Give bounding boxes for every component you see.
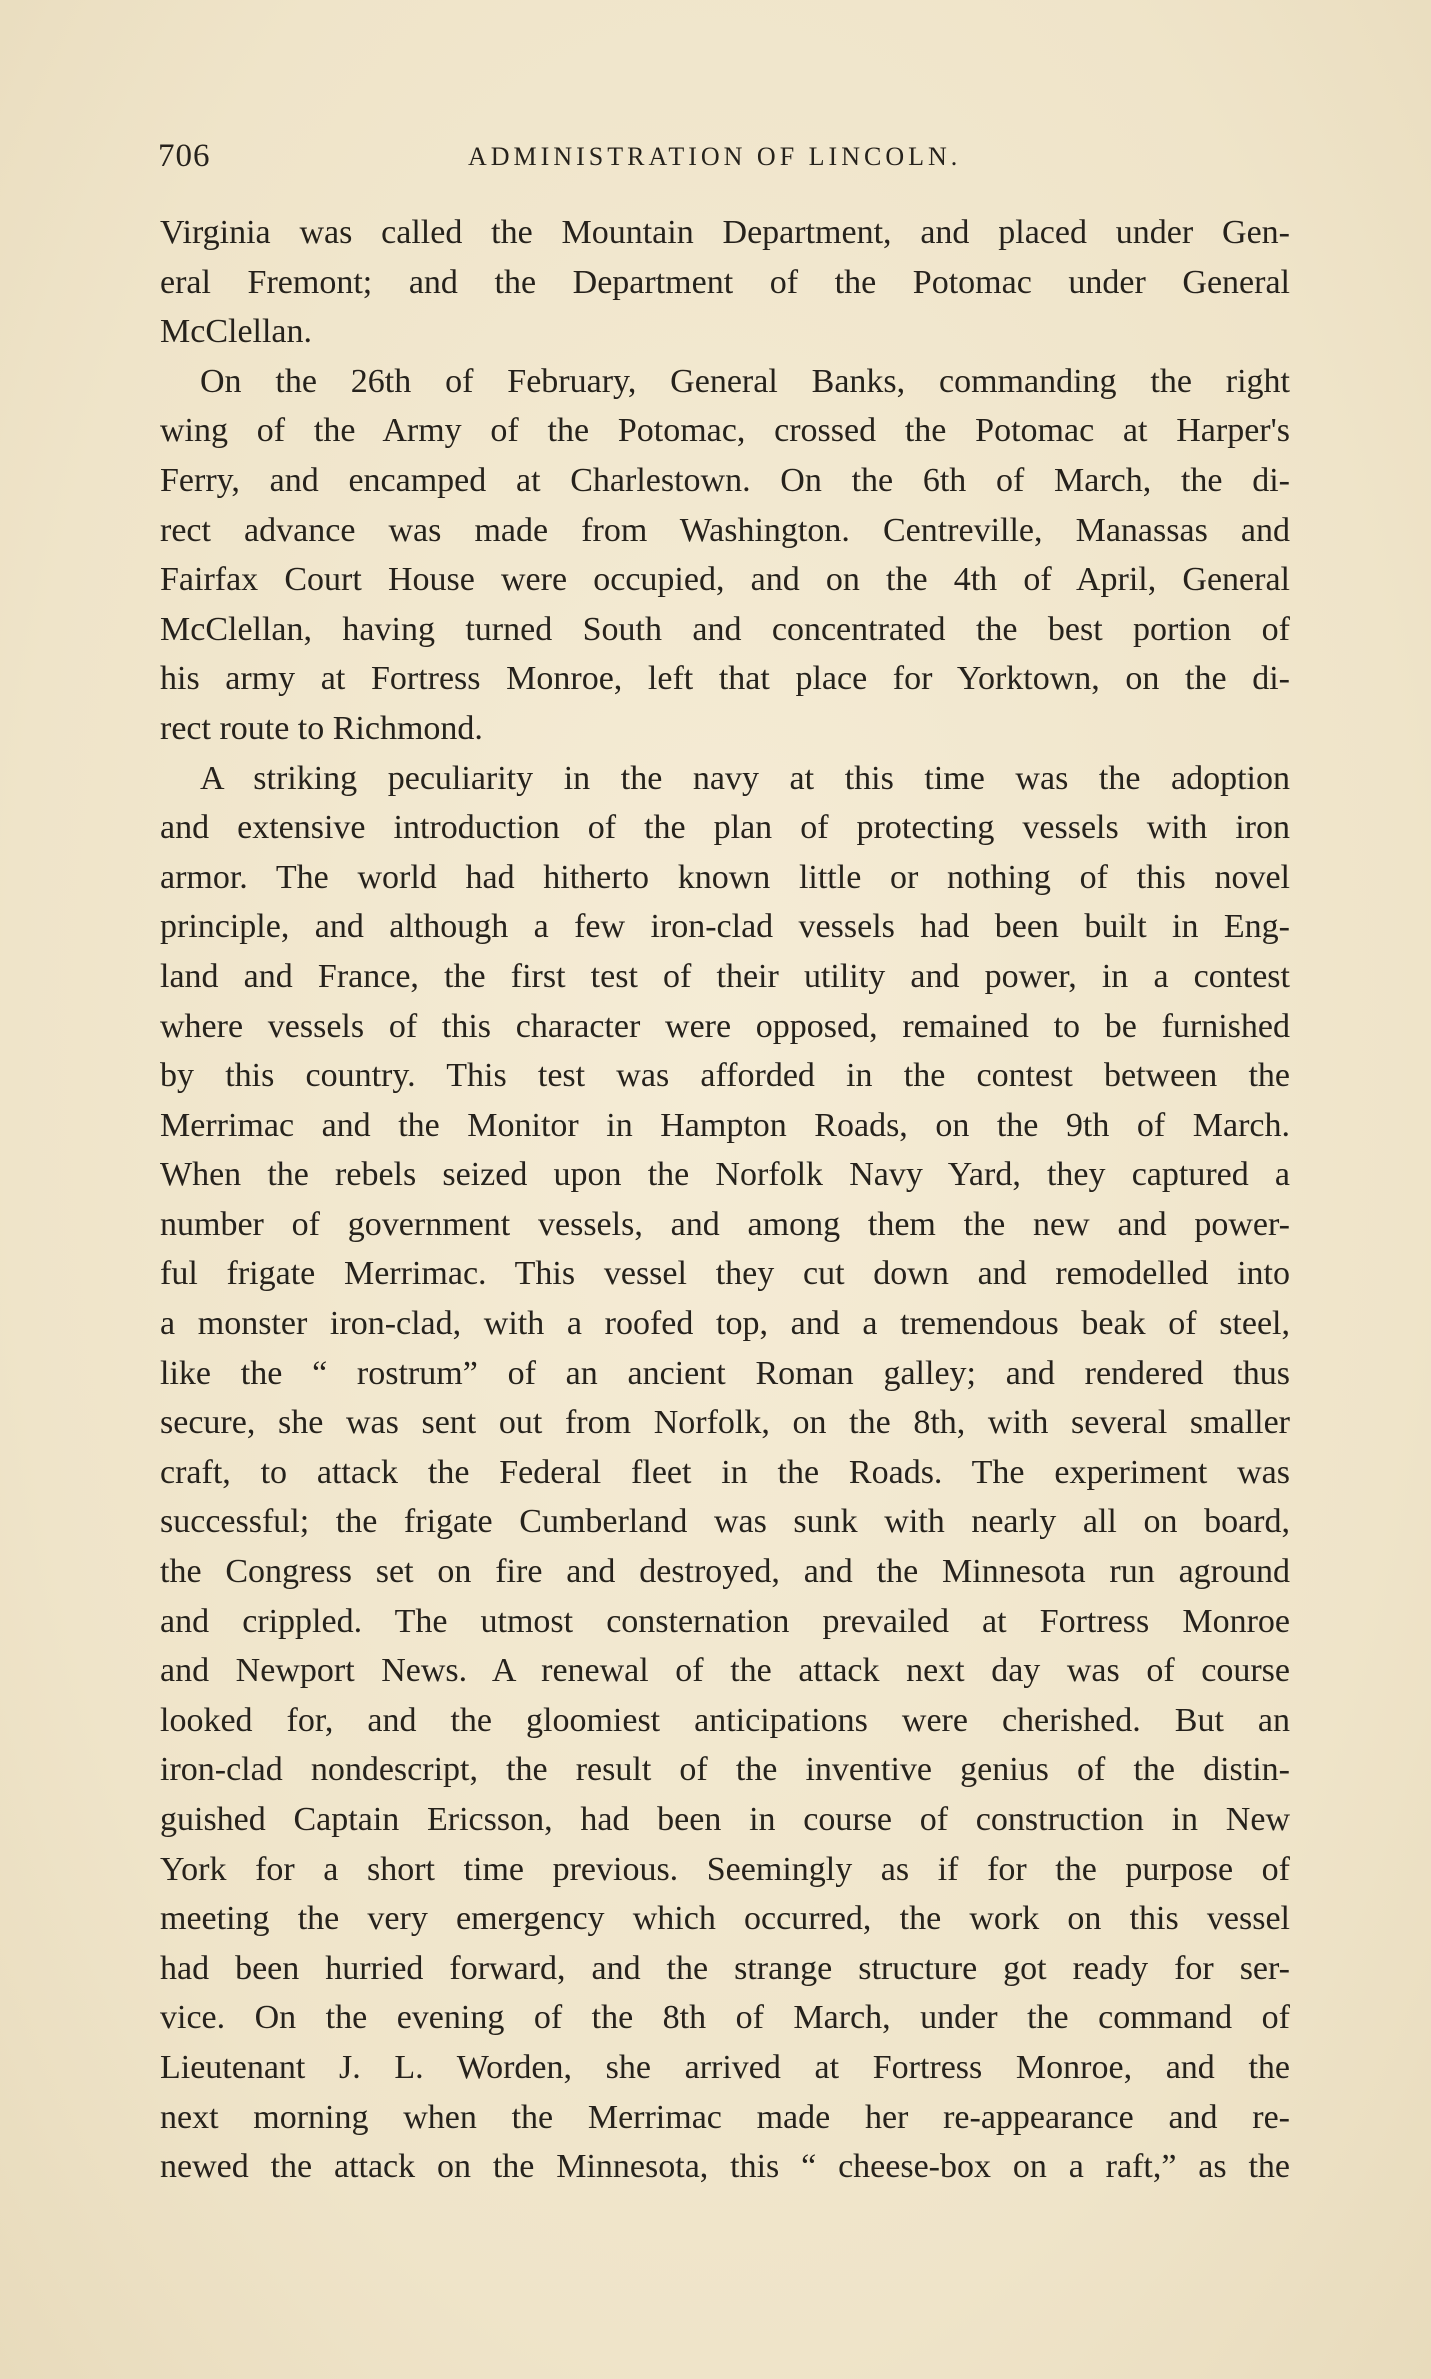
text-line: vice. On the evening of the 8th of March, under the command of: [160, 1999, 1290, 2037]
text-line: meeting the very emergency which occurred, the work on this vessel: [160, 1900, 1290, 1938]
text-line: A striking peculiarity in the navy at this time was the adoption: [200, 759, 1290, 797]
text-line: and crippled. The utmost consternation prevailed at Fortress Monroe: [160, 1602, 1290, 1640]
text-line: armor. The world had hitherto known little or nothing of this novel: [160, 858, 1290, 896]
text-line: land and France, the first test of their utility and power, in a contest: [160, 957, 1290, 995]
text-line: eral Fremont; and the Department of the Potomac under General: [160, 263, 1290, 301]
text-line: like the “ rostrum” of an ancient Roman galley; and rendered thus: [160, 1354, 1290, 1392]
text-line: principle, and although a few iron-clad vessels had been built in Eng-: [160, 908, 1290, 946]
text-line: guished Captain Ericsson, had been in course of construction in New: [160, 1801, 1290, 1838]
text-line: Merrimac and the Monitor in Hampton Roads, on the 9th of March.: [160, 1106, 1290, 1144]
text-line: ful frigate Merrimac. This vessel they cut down and remodelled into: [160, 1255, 1290, 1293]
text-line: When the rebels seized upon the Norfolk Navy Yard, they captured a: [160, 1156, 1290, 1194]
text-line: by this country. This test was afforded in the contest between the: [160, 1057, 1290, 1095]
text-line: newed the attack on the Minnesota, this “ cheese-box on a raft,” as the: [160, 2148, 1290, 2186]
text-line: next morning when the Merrimac made her re-appearance and re-: [160, 2098, 1290, 2136]
running-head: [158, 138, 1288, 188]
text-line: number of government vessels, and among them the new and power-: [160, 1205, 1290, 1243]
text-line: rect advance was made from Washington. Centreville, Manassas and: [160, 511, 1290, 549]
text-line: secure, she was sent out from Norfolk, on the 8th, with several smaller: [160, 1404, 1290, 1442]
text-line: Lieutenant J. L. Worden, she arrived at Fortress Monroe, and the: [160, 2048, 1290, 2086]
text-line: and Newport News. A renewal of the attack next day was of course: [160, 1652, 1290, 1690]
text-line: McClellan.: [160, 313, 313, 351]
text-line: McClellan, having turned South and concentrated the best portion of: [160, 610, 1290, 648]
text-line: successful; the frigate Cumberland was sunk with nearly all on board,: [160, 1503, 1290, 1541]
text-line: Virginia was called the Mountain Department, and placed under Gen-: [160, 214, 1290, 251]
body-text: [160, 208, 1290, 2192]
text-line: wing of the Army of the Potomac, crossed the Potomac at Harper's: [160, 412, 1290, 450]
text-line: rect route to Richmond.: [160, 709, 483, 747]
text-line: iron-clad nondescript, the result of the inventive genius of the distin-: [160, 1751, 1290, 1789]
text-line: On the 26th of February, General Banks, commanding the right: [200, 362, 1290, 400]
text-line: his army at Fortress Monroe, left that place for Yorktown, on the di-: [160, 660, 1290, 698]
running-head-title: ADMINISTRATION OF LINCOLN.: [468, 142, 962, 171]
text-line: where vessels of this character were opposed, remained to be furnished: [160, 1007, 1290, 1045]
text-line: York for a short time previous. Seemingly as if for the purpose of: [160, 1850, 1290, 1888]
text-line: the Congress set on fire and destroyed, and the Minnesota run aground: [160, 1553, 1290, 1591]
text-line: had been hurried forward, and the strange structure got ready for ser-: [160, 1949, 1290, 1987]
text-line: craft, to attack the Federal fleet in the Roads. The experiment was: [160, 1453, 1290, 1491]
page-number: 706: [158, 138, 211, 174]
text-line: a monster iron-clad, with a roofed top, and a tremendous beak of steel,: [160, 1305, 1290, 1343]
text-line: Fairfax Court House were occupied, and on the 4th of April, General: [160, 561, 1290, 599]
text-line: Ferry, and encamped at Charlestown. On the 6th of March, the di-: [160, 461, 1290, 499]
text-line: looked for, and the gloomiest anticipations were cherished. But an: [160, 1701, 1290, 1739]
text-line: and extensive introduction of the plan of protecting vessels with iron: [160, 809, 1290, 847]
